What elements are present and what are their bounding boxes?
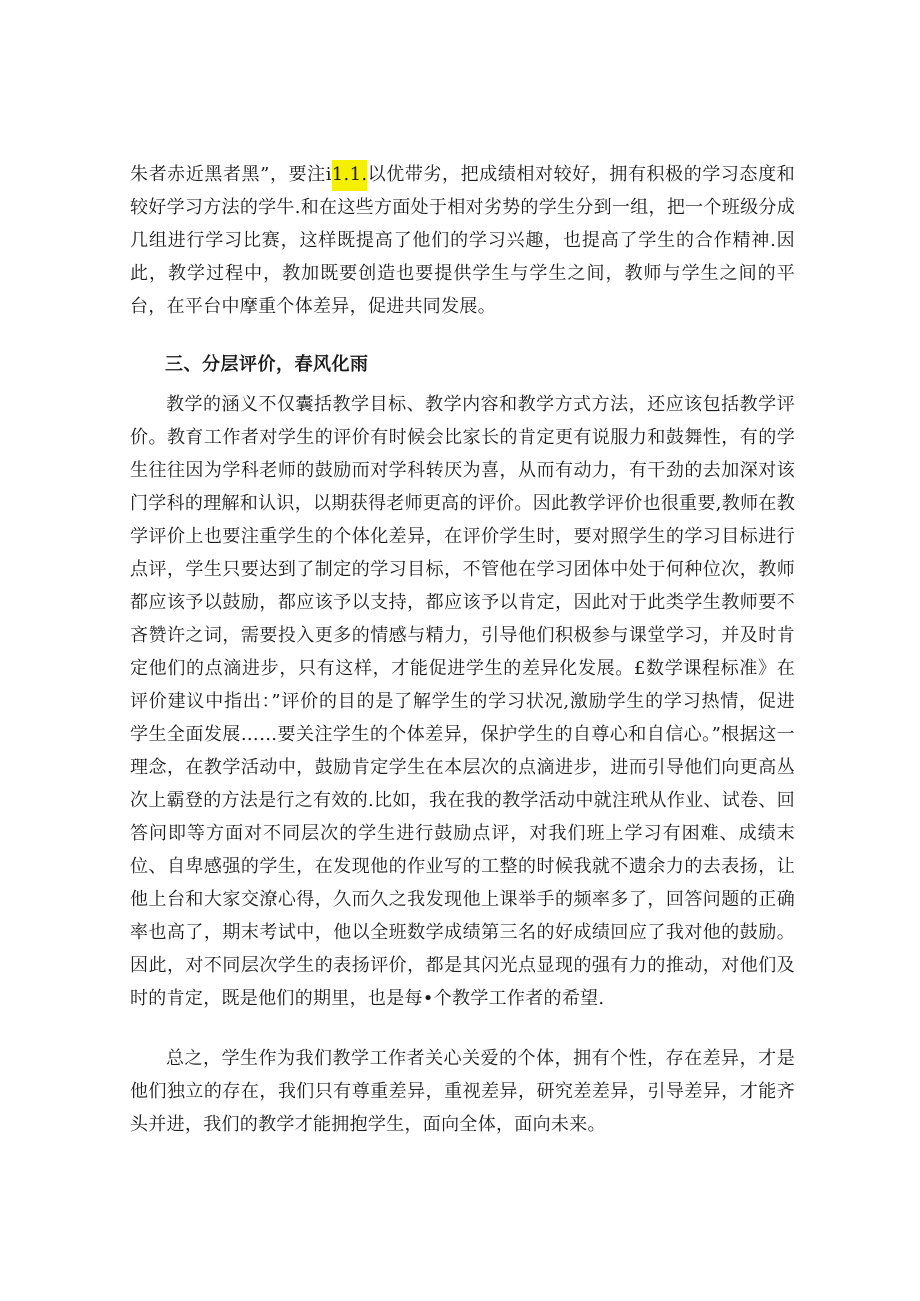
paragraph-conclusion xyxy=(130,1042,795,1141)
paragraph-evaluation xyxy=(130,388,795,1015)
highlighted-text: 1.1. xyxy=(332,160,368,191)
paragraph-text-rest: 以优带劣，把成绩相对较好，拥有积极的学习态度和较好学习方法的学牛.和在这些方面处于相对劣势的学生分到一组，把一个班级分成几组进行学习比赛，这样既提高了他们的学习兴趣，也提高了学生的合作精神.因此，教学过程中，教加既要创造也要提供学生与学生之间，教师与学生之间的平台，在平台中摩重个体差异，促进共同发展。 xyxy=(130,164,796,317)
paragraph-text xyxy=(130,158,795,323)
paragraph-text: 教学的涵义不仅囊括教学目标、教学内容和教学方式方法，还应该包括教学评价。教育工作者对学生的评价有时候会比家长的肯定更有说服力和鼓舞性，有的学生往往因为学科老师的鼓励而对学科转厌为喜，从而有动力，有干劲的去加深对该门学科的理解和认识，以期获得老师更高的评价。因此教学评价也很重要,教师在教学评价上也要注重学生的个体化差异，在评价学生时，要对照学生的学习目标进行点评，学生只要达到了制定的学习目标，不管他在学习团体中处于何种位次，教师都应该予以鼓励，都应该予以支持，都应该予以肯定，因此对于此类学生教师要不吝赞许之词，需要投入更多的情感与精力，引导他们积极参与课堂学习，并及时肯定他们的点滴进步，只有这样，才能促进学生的差异化发展。£数学课程标准》在评价建议中指出：”评价的目的是了解学生的学习状况,激励学生的学习热情，促进学生全面发展……要关注学生的个体差异，保护学生的自尊心和自信心。”根据这一理念，在教学活动中，鼓励肯定学生在本层次的点滴进步，进而引导他们向更高丛次上霸登的方法是行之有效的.比如，我在我的教学活动中就注玳从作业、试卷、回答问即等方面对不同层次的学生进行鼓励点评，对我们班上学习有困难、成绩末位、自卑感强的学生，在发现他的作业写的工整的时候我就不遗余力的去表扬，让他上台和大家交潦心得，久而久之我发现他上课举手的频率多了，回答问题的正确率也高了，期末考试中，他以全班数学成绩第三名的好成绩回应了我对他的鼓励。因此，对不同层次学生的表扬评价，都是其闪光点显现的强有力的推动，对他们及时的肯定，既是他们的期里，也是每•个教学工作者的希望. xyxy=(130,394,795,1009)
paragraph-continuation xyxy=(130,158,795,323)
paragraph-text-start: 朱者赤近黑者黑”，要注i xyxy=(130,164,332,185)
paragraph-text: 总之，学生作为我们教学工作者关心关爱的个体，拥有个性，存在差异，才是他们独立的存在，我们只有尊重差异，重视差异，研究差差异，引导差异，才能齐头并进，我们的教学才能拥抱学生，面向全体，面向未来。 xyxy=(130,1048,795,1135)
section-heading: 三、分层评价，春风化雨 xyxy=(165,354,369,375)
